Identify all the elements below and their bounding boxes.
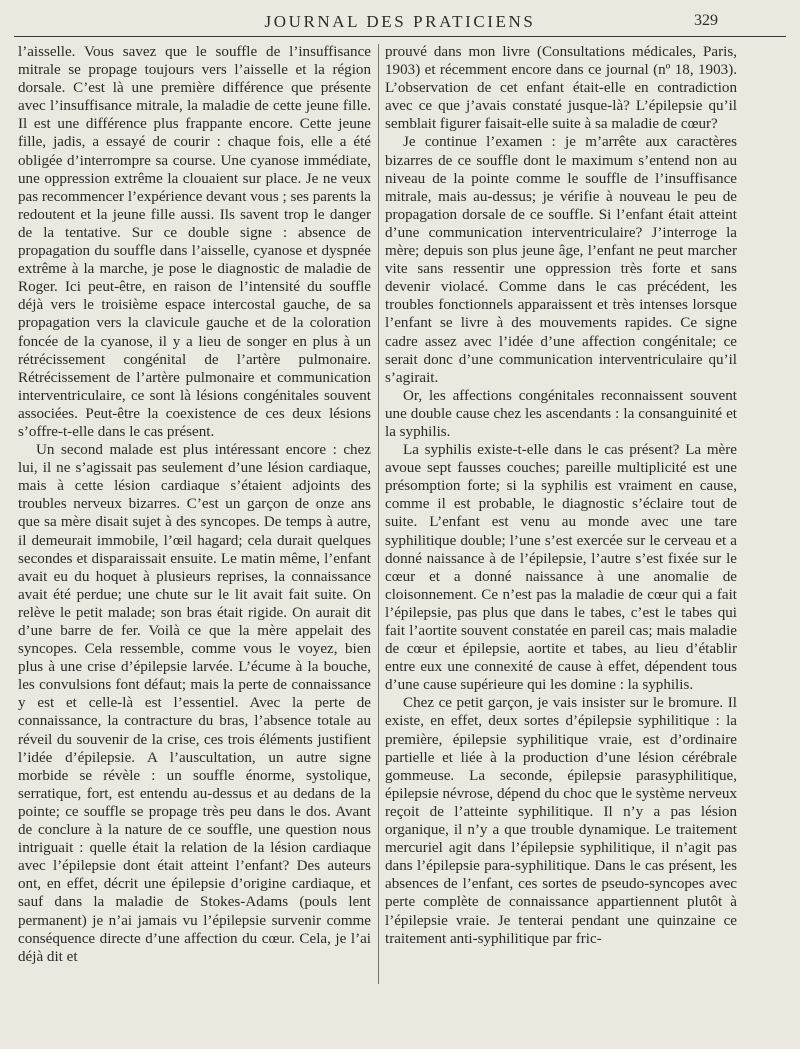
paragraph: Un second malade est plus intéressant encore : chez lui, il ne s’agissait pas seulement d’une lésion cardiaque, mais à cette lésion cardiaque s’étaient adjoints des troubles nerveux bizarres. C’est un garçon de onze ans que sa mère disait sujet à des syncopes. De temps à autre, il demeurait immobile, l’œil hagard; cela durait quelques secondes et disparaissait ensuite. Le matin même, l’enfant avait eu du hoquet à plusieurs reprises, la connaissance avait été perdue; une chute sur le lit avait fait suite. On relève le petit malade; son bras était rigide. On aurait dit d’une barre de fer. Voilà ce que la mère appelait des syncopes. Cela ressemble, comme vous le voyez, bien plus à une crise d’épilepsie larvée. L’écume à la bouche, les convulsions font défaut; mais la perte de connaissance y est et celle-là est l’essentiel. Avec la perte de connaissance, la contracture du bras, l’absence totale au réveil du souvenir de la crise, ces trois éléments justifient l’idée d’épilepsie. A l’auscultation, un autre signe morbide se révèle : un souffle énorme, systolique, serratique, fort, est entendu au-dessus et au dedans de la pointe; ce souffle se propage très peu dans le dos. Avant de conclure à la nature de ce souffle, une question nous intriguait : quelle était la relation de la lésion cardiaque avec l’épilepsie dont était atteint l’enfant? Des auteurs ont, en effet, décrit une épilepsie d’origine cardiaque, et sauf dans la maladie de Stokes-Adams (pouls lent permanent) je n’ai jamais vu l’épilepsie survenir comme conséquence directe d’une affection du cœur. Cela, je l’ai déjà dit et xyxy=(18,442,371,965)
column-divider xyxy=(378,44,379,984)
paragraph: Or, les affections congénitales reconnaissent souvent une double cause chez les ascendants : la consanguinité et la syphilis. xyxy=(385,387,737,440)
header-rule xyxy=(14,36,786,37)
page-header xyxy=(0,10,800,36)
running-title: JOURNAL DES PRATICIENS xyxy=(264,12,536,31)
page-number: 329 xyxy=(694,12,718,29)
paragraph: Je continue l’examen : je m’arrête aux caractères bizarres de ce souffle dont le maximum s’entend non au niveau de la pointe comme le souffle de l’insuffisance mitrale, mais au-dessus; je vérifie à nouveau le peu de propagation dorsale de ce souffle. Si l’enfant était atteint d’une communication interventriculaire? J’interroge la mère; depuis son plus jeune âge, l’enfant ne peut marcher vite sans ressentir une oppression très forte et sans devenir violacé. Comme dans le cas précédent, les troubles fonctionnels apparaissent et très intenses lorsque l’enfant se livre à des mouvements rapides. Ce signe cadre assez avec l’idée d’une affection congénitale; ce serait donc d’une communication interventriculaire qu’il s’agirait. xyxy=(385,134,737,386)
paragraph: prouvé dans mon livre (Consultations médicales, Paris, 1903) et récemment encore dans ce journal (nº 18, 1903). L’observation de cet enfant était-elle en contradiction avec ce que j’avais constaté jusque-là? L’épilepsie qu’il semblait figurer faisait-elle suite à sa maladie de cœur? xyxy=(385,44,737,133)
left-column xyxy=(18,43,371,966)
paragraph: La syphilis existe-t-elle dans le cas présent? La mère avoue sept fausses couches; pareille multiplicité est une présomption forte; si la syphilis est vraiment en cause, comme il est probable, le diagnostic s’éclaire tout de suite. L’enfant est venu au monde avec une tare syphilitique double; l’une s’est exercée sur le cerveau et a donné naissance à de l’épilepsie, l’autre s’est fixée sur le cœur et a donné naissance à une anomalie de cloisonnement. Ce n’est pas la maladie de cœur qui a fait l’épilepsie, pas plus que dans le tabes, c’est le tabes qui fait l’aortite souvent constatée en pareil cas; mais maladie de cœur et épilepsie, aortite et tabes, au lieu d’établir entre eux une connexité de cause à effet, dépendent tous d’une cause supérieure qui les domine : la syphilis. xyxy=(385,442,737,694)
paragraph: Chez ce petit garçon, je vais insister sur le bromure. Il existe, en effet, deux sortes d’épilepsie syphilitique : la première, épilepsie syphilitique vraie, est d’ordinaire partielle et liée à la production d’une lésion cérébrale gommeuse. La seconde, épilepsie parasyphilitique, épilepsie névrose, dépend du choc que le système nerveux reçoit de l’atteinte syphilitique. Il n’y a pas lésion organique, il n’y a que trouble dynamique. Le traitement mercuriel agit dans l’épilepsie syphilitique, il n’agit pas dans l’épilepsie para-syphilitique. Dans le cas présent, les absences de l’enfant, ces sortes de pseudo-syncopes avec perte complète de connaissance appartiennent plutôt à l’épilepsie vraie. Je tenterai pendant une quinzaine ce traitement anti-syphilitique par fric- xyxy=(385,695,737,947)
right-column xyxy=(385,43,737,948)
paragraph: l’aisselle. Vous savez que le souffle de l’insuffisance mitrale se propage toujours vers l’aisselle et la région dorsale. C’est là une première différence que présente avec l’insuffisance mitrale, la maladie de cette jeune fille. Il est une différence plus frappante encore. Cette jeune fille, jadis, a essayé de courir : chaque fois, elle a été obligée d’interrompre sa course. Une cyanose immédiate, une oppression extrême la clouaient sur place. Je ne veux pas recommencer l’expérience devant vous ; ses parents la redoutent et la jeune fille aussi. Ils savent trop le danger de la tentative. Sur ce double signe : absence de propagation du souffle dans l’aisselle, cyanose et dyspnée extrême à la marche, je pose le diagnostic de maladie de Roger. Ici peut-être, en raison de l’intensité du souffle déjà vers le troisième espace intercostal gauche, de sa propagation vers la clavicule gauche et de la coloration foncée de la cyanose, il y a lieu de songer en plus à un rétrécissement congénital de l’artère pulmonaire. Rétrécissement de l’artère pulmonaire et communication interventriculaire, ce sont là lésions congénitales souvent associées. Peut-être la coexistence de ces deux lésions s’offre-t-elle dans le cas présent. xyxy=(18,44,371,440)
